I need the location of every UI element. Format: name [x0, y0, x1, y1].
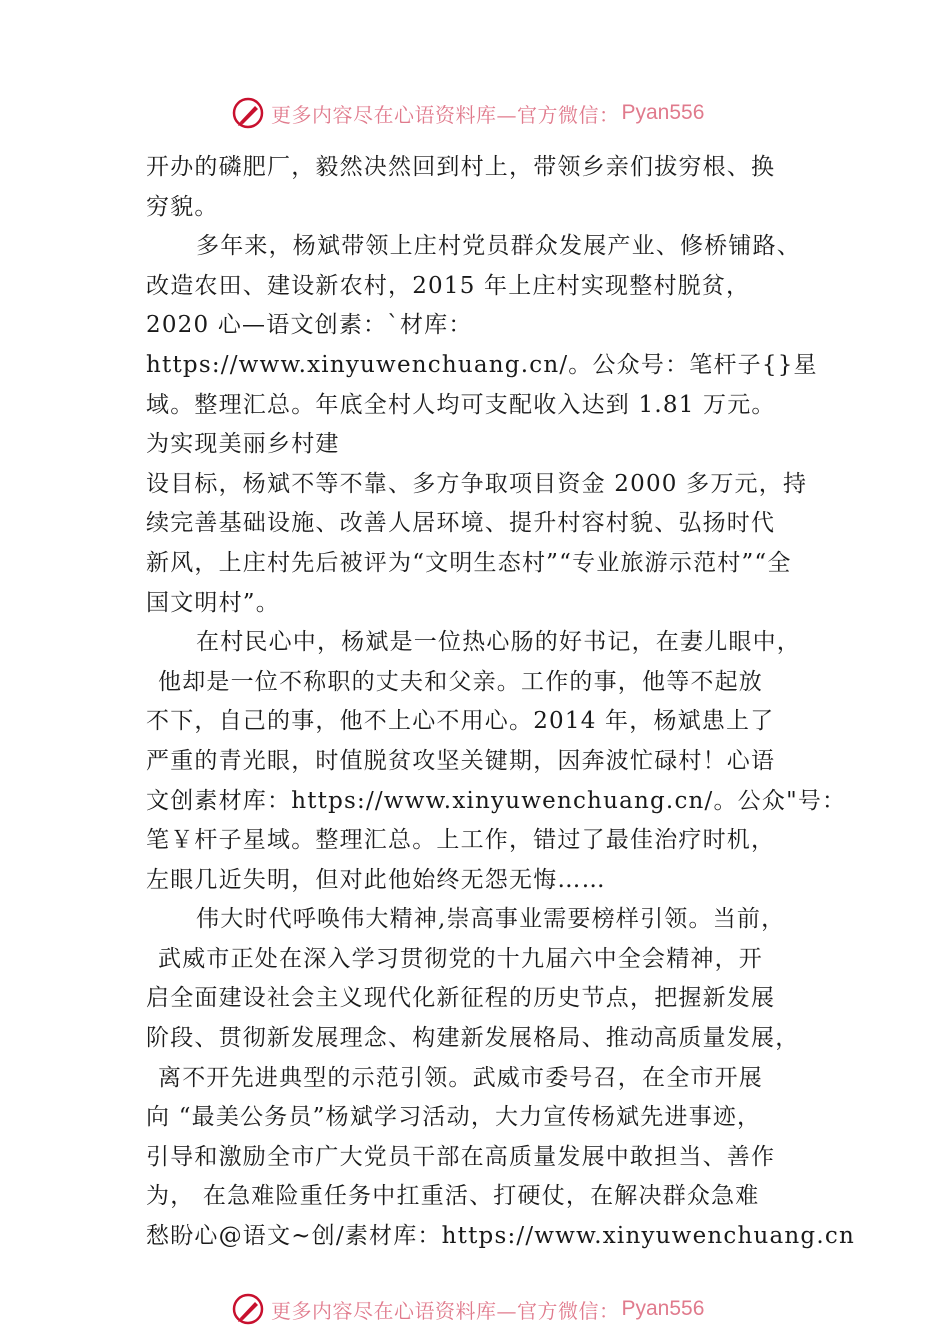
- article-body: [146, 148, 855, 1257]
- text-line: 他却是一位不称职的丈夫和父亲。工作的事，他等不起放: [158, 668, 763, 695]
- text-line: 笔￥杆子星域。整理汇总。上工作，错过了最佳治疗时机，: [146, 827, 776, 854]
- text-line: 伟大时代呼唤伟大精神,崇高事业需要榜样引领。当前，: [196, 906, 786, 933]
- text-line: 武威市正处在深入学习贯彻党的十九届六中全会精神，开: [158, 945, 763, 972]
- text-line: 离不开先进典型的示范引领。武威市委号召，在全市开展: [158, 1064, 763, 1091]
- pen-nib-seal-icon: [231, 1292, 265, 1326]
- pen-nib-seal-icon: [231, 96, 265, 130]
- banner-text: 更多内容尽在心语资料库—官方微信：: [271, 102, 620, 127]
- text-line: https://www.xinyuwenchuang.cn/。公众号：笔杆子{}星: [146, 351, 818, 378]
- text-line: 阶段、贯彻新发展理念、构建新发展格局、推动高质量发展，: [146, 1025, 800, 1052]
- text-line: 多年来，杨斌带领上庄村党员群众发展产业、修桥铺路、: [196, 233, 801, 260]
- text-line: 左眼几近失明，但对此他始终无怨无悔……: [146, 866, 606, 893]
- text-line: 2020 心—语文创素：`材库：: [146, 312, 473, 339]
- footer-watermark-banner: [231, 1291, 704, 1327]
- text-line: 国文明村”。: [146, 589, 280, 616]
- text-line: 为， 在急难险重任务中扛重活、打硬仗，在解决群众急难: [146, 1183, 760, 1210]
- text-line: 为实现美丽乡村建: [146, 431, 340, 458]
- text-line: 改造农田、建设新农村，2015 年上庄村实现整村脱贫，: [146, 272, 751, 299]
- text-line: 在村民心中，杨斌是一位热心肠的好书记，在妻儿眼中，: [196, 629, 801, 656]
- text-line: 愁盼心@语文~创/素材库：https://www.xinyuwenchuang.cn: [146, 1223, 855, 1250]
- header-watermark-banner: [231, 95, 704, 131]
- text-line: 续完善基础设施、改善人居环境、提升村容村貌、弘扬时代: [146, 510, 776, 537]
- text-line: 向 “最美公务员”杨斌学习活动，大力宣传杨斌先进事迹，: [146, 1104, 762, 1131]
- wechat-id: Pyan556: [621, 101, 705, 124]
- text-line: 设目标，杨斌不等不靠、多方争取项目资金 2000 多万元，持: [146, 470, 808, 497]
- text-line: 严重的青光眼，时值脱贫攻坚关键期，因奔波忙碌村！心语: [146, 747, 776, 774]
- text-line: 不下，自己的事，他不上心不用心。2014 年，杨斌患上了: [146, 708, 775, 735]
- banner-text: 更多内容尽在心语资料库—官方微信：: [271, 1298, 620, 1323]
- text-line: 开办的磷肥厂，毅然决然回到村上，带领乡亲们拔穷根、换: [146, 154, 776, 180]
- text-line: 引导和激励全市广大党员干部在高质量发展中敢担当、善作: [146, 1143, 776, 1170]
- text-line: 域。整理汇总。年底全村人均可支配收入达到 1.81 万元。: [146, 391, 776, 418]
- wechat-id: Pyan556: [621, 1297, 705, 1320]
- text-line: 穷貌。: [146, 193, 219, 220]
- text-line: 启全面建设社会主义现代化新征程的历史节点，把握新发展: [146, 985, 776, 1012]
- text-line: 文创素材库：https://www.xinyuwenchuang.cn/。公众"号：: [146, 787, 847, 814]
- text-line: 新风，上庄村先后被评为“文明生态村”“专业旅游示范村”“全: [146, 549, 792, 576]
